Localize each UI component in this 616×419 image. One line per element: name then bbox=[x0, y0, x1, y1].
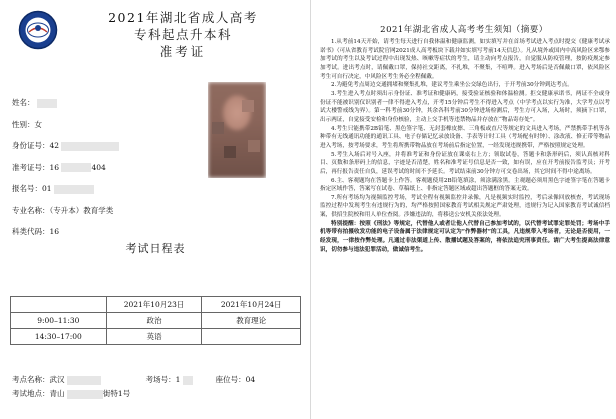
notice-title: 2021年湖北省成人高考考生须知（摘要） bbox=[380, 25, 548, 35]
field-name: 姓名： bbox=[12, 92, 119, 114]
schedule-header-row bbox=[11, 297, 301, 313]
field-ticket-number: 准考证号：16 404 bbox=[12, 162, 106, 172]
schedule-subject bbox=[202, 329, 301, 345]
schedule-title: 考试日程表 bbox=[125, 242, 186, 255]
exam-authority-logo-icon bbox=[18, 10, 58, 50]
candidate-info bbox=[12, 92, 119, 243]
site-row: 考点名称：武汉 考场号：1 座位号：04 bbox=[12, 375, 256, 384]
redacted-site bbox=[67, 376, 101, 385]
schedule-row bbox=[11, 313, 301, 329]
schedule-date: 2021年10月23日 bbox=[106, 297, 202, 313]
field-registration-number: 报名号：01 bbox=[12, 178, 119, 200]
field-major: 专业名称：（专升本）教育学类 bbox=[12, 205, 114, 215]
notice-paragraph: 4.考生只能携带2B铅笔、黑色签字笔、无封套橡皮擦、三角板或直尺等规定的文具进入考场，严禁携带手机等各种带有无线通讯功能的通讯工具、电子存储记忆录放设备、手表等计时工具（考场配有时钟）、涂改液、修正带等物品进入考场，按考场要求，考生将所携带物品放在考场前后指定位置，一经发现违规携带，严格按照规定处理。 bbox=[320, 125, 610, 149]
schedule-subject: 英语 bbox=[106, 329, 202, 345]
redacted-name bbox=[37, 99, 57, 108]
candidate-photo bbox=[208, 82, 266, 178]
field-category-code: 科类代码：16 bbox=[12, 227, 60, 236]
exam-site-info bbox=[12, 373, 255, 401]
schedule-row bbox=[11, 329, 301, 345]
exam-schedule-table bbox=[10, 296, 301, 345]
notice-paragraph: 6.主、客观题均在答题卡上作答。客观题使用2B铅笔填涂，须涂满涂黑。主观题必须用黑色字迹签字笔在答题卡指定区域作答，答案写在试卷、草稿纸上、非指定答题区域或超出答题框的答案无效。 bbox=[320, 177, 610, 193]
notice-paragraph: 1.从考前14天开始，请考生每天进行自我体温和健康监测，如实填写并在首场考试进入考点时提交《健康考试承诺书》（可从省教育考试院官网2021成人高考板块下载并如实填写考前14天信息）。凡从境外或国内中高风险区来鄂参加考试的考生以及考试过程中出现发热、咳嗽等症状的考生，请主动向考点报告，自觉服从防疫管理，按防疫规定参加考试。进出考点时，请佩戴口罩，保持社交距离，不扎堆，不聚集，不喧哗。进入考场后是否佩戴口罩，依风险区考生可自行决定，中风险区考生务必全程佩戴。 bbox=[320, 39, 610, 80]
schedule-time: 9:00–11:30 bbox=[11, 313, 107, 329]
schedule-corner-cell bbox=[11, 297, 107, 313]
schedule-time: 14:30–17:00 bbox=[11, 329, 107, 345]
redacted-room bbox=[183, 376, 193, 385]
notice-paragraph: 5.考生入场后对号入座，并将准考证和身份证放在课桌右上方；领取试卷，答题卡和条形码后，须认真核对科目、页数和条形码上的信息，字迹是否清楚，姓名和准考证号信息是否一致，如有误，应在开考前报告监考员；开考后，再行报告责任自负，延误考试的时间不予延长。考试结束前30分钟方可交卷出场，其它时间不得中途离场。 bbox=[320, 151, 610, 175]
redacted-registration bbox=[54, 185, 94, 194]
address-row: 考试地点：青山 街特1号 bbox=[12, 389, 131, 398]
notice-body bbox=[320, 38, 610, 254]
schedule-subject: 教育理论 bbox=[202, 313, 301, 329]
candidate-notice bbox=[312, 0, 616, 419]
field-id-number: 身份证号：42 bbox=[12, 135, 119, 157]
schedule-date: 2021年10月24日 bbox=[202, 297, 301, 313]
redacted-address bbox=[67, 390, 103, 399]
ticket-subtitle: 专科起点升本科 bbox=[133, 27, 232, 42]
ticket-doc-type: 准考证 bbox=[159, 44, 207, 59]
redacted-ticket bbox=[61, 163, 91, 172]
redacted-id bbox=[61, 142, 119, 151]
ticket-title: 2021年湖北省成人高考 bbox=[108, 10, 258, 25]
notice-paragraph: 2.为避免考点周边交通拥堵和聚集扎堆，建议考生乘坐公交绿色出行，于开考前30分钟到达考点。 bbox=[331, 82, 573, 89]
notice-paragraph: 7.所有考场均为视频监控考场，考试全程有视频监控并录像，凡是视频实时监控，考后录像回放核查，考试现场监控过程中发现考生有违规行为的，均严格按照国家教育考试相关规定严肃处理，违规行为记入国家教育考试诚信档案，供招生院校和用人单位查阅。涉嫌违法的，将移送公安机关依法处理。 bbox=[320, 194, 610, 219]
field-gender: 性别：女 bbox=[12, 119, 42, 129]
notice-paragraph: 3.考生进入考点时须出示身份证、准考证和健康码，接受验证核验和体温检测。拒交健康承诺书，两证不全或身份证不能被识别仪识别者一律不得进入考点，开考15分钟后考生不得进入考点（中学考点以实行为准，大学考点以考试大楼警戒线为界）。第一科考前30分钟，其余各科考前30分钟进场检测后，考生方可入场，入场时，须摘下口罩，出示两证，自觉接受安检和身份核验，主动上交手机等违禁物品并存放在“物品寄存处”。 bbox=[320, 90, 610, 123]
notice-special-reminder: 特别提醒：按照《刑法》等规定，代替他人或者让他人代替自己参加考试的，以代替考试罪定罪处罚；考场中手机等带有拍摄收发功能的电子设备属于法律规定可认定为“作弊器材”的工具，凡违规带入考场者，无论是否使用，一经发现，一律按作弊处理。凡通过非法渠道上传、散播试题及答案的，将依法追究刑事责任。请广大考生提高法律意识，切勿参与违法犯罪活动，做诚信考生。 bbox=[320, 220, 610, 253]
schedule-subject: 政治 bbox=[106, 313, 202, 329]
